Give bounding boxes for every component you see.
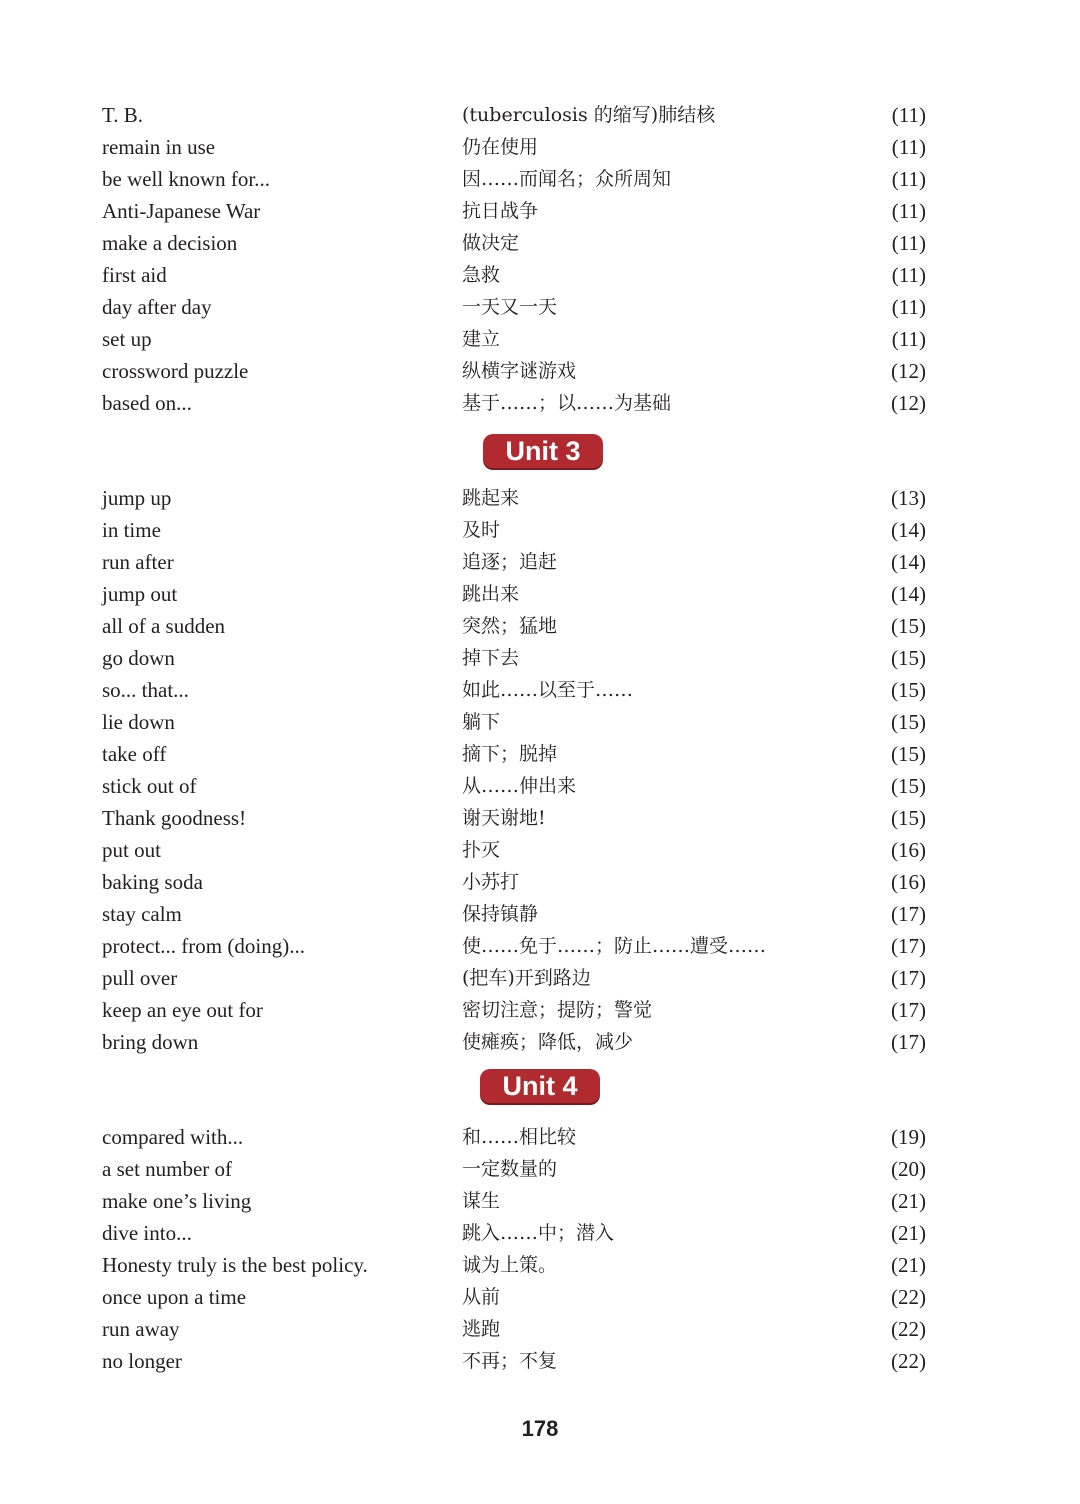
- glossary-entry: [0, 387, 1080, 419]
- glossary-entry: [0, 482, 1080, 514]
- entry-chinese: 追逐；追赶: [462, 551, 558, 573]
- entry-page-ref: (17): [891, 934, 926, 958]
- entry-page-ref: (11): [891, 103, 926, 127]
- entry-english: baking soda: [102, 870, 203, 894]
- glossary-entry: [0, 866, 1080, 898]
- entry-english: so... that...: [102, 678, 189, 702]
- entry-page-ref: (22): [891, 1285, 926, 1309]
- entry-page-ref: (11): [891, 327, 926, 351]
- entry-english: keep an eye out for: [102, 998, 263, 1022]
- entry-english: lie down: [102, 710, 175, 734]
- glossary-entry: [0, 546, 1080, 578]
- glossary-entry: [0, 1313, 1080, 1345]
- glossary-entry: [0, 994, 1080, 1026]
- entry-english: protect... from (doing)...: [102, 934, 305, 958]
- entry-chinese: 从前: [462, 1286, 501, 1308]
- entry-page-ref: (11): [891, 295, 926, 319]
- entry-page-ref: (14): [891, 550, 926, 574]
- glossary-entry: [0, 1121, 1080, 1153]
- entry-english: all of a sudden: [102, 614, 226, 638]
- entry-page-ref: (13): [891, 486, 926, 510]
- glossary-entry: [0, 291, 1080, 323]
- entry-chinese: 一定数量的: [462, 1158, 558, 1180]
- glossary-entry: [0, 834, 1080, 866]
- glossary-entry: [0, 1345, 1080, 1377]
- entry-page-ref: (15): [891, 614, 926, 638]
- glossary-entry: [0, 770, 1080, 802]
- entry-page-ref: (17): [891, 966, 926, 990]
- glossary-entry: [0, 323, 1080, 355]
- entry-page-ref: (11): [891, 167, 926, 191]
- glossary-entry: [0, 163, 1080, 195]
- entry-chinese: 基于……；以……为基础: [462, 392, 672, 414]
- entry-english: go down: [102, 646, 175, 670]
- glossary-entry: [0, 642, 1080, 674]
- entry-chinese: 逃跑: [462, 1318, 501, 1340]
- entry-english: based on...: [102, 391, 192, 415]
- entry-english: in time: [102, 518, 161, 542]
- entry-english: make a decision: [102, 231, 238, 255]
- entry-chinese: 纵横字谜游戏: [462, 360, 577, 382]
- glossary-entry: [0, 930, 1080, 962]
- entry-english: jump out: [102, 582, 178, 606]
- entry-english: first aid: [102, 263, 167, 287]
- entry-chinese: 跳入……中；潜入: [462, 1222, 615, 1244]
- glossary-entry: [0, 1026, 1080, 1058]
- entry-page-ref: (15): [891, 806, 926, 830]
- entry-english: day after day: [102, 295, 212, 319]
- entry-page-ref: (12): [891, 359, 926, 383]
- entry-chinese: 密切注意；提防；警觉: [462, 999, 653, 1021]
- entry-english: compared with...: [102, 1125, 244, 1149]
- entry-english: dive into...: [102, 1221, 192, 1245]
- glossary-entry: [0, 578, 1080, 610]
- unit-4-heading: Unit 4: [480, 1069, 600, 1103]
- entry-chinese: 急救: [462, 264, 501, 286]
- glossary-entry: [0, 227, 1080, 259]
- entry-chinese: 不再；不复: [462, 1350, 558, 1372]
- glossary-entry: [0, 1249, 1080, 1281]
- entry-english: jump up: [102, 486, 172, 510]
- entry-chinese: 从……伸出来: [462, 775, 577, 797]
- glossary-entry: [0, 355, 1080, 387]
- entry-english: once upon a time: [102, 1285, 247, 1309]
- entry-page-ref: (22): [891, 1349, 926, 1373]
- entry-page-ref: (15): [891, 742, 926, 766]
- entry-chinese: 躺下: [462, 711, 501, 733]
- glossary-entry: [0, 1153, 1080, 1185]
- entry-english: run after: [102, 550, 174, 574]
- entry-english: no longer: [102, 1349, 182, 1373]
- entry-english: pull over: [102, 966, 178, 990]
- entry-page-ref: (15): [891, 678, 926, 702]
- glossary-entry: [0, 738, 1080, 770]
- entry-english: be well known for...: [102, 167, 270, 191]
- entry-english: make one’s living: [102, 1189, 252, 1213]
- glossary-entry: [0, 674, 1080, 706]
- glossary-entry: [0, 195, 1080, 227]
- unit-3-heading: Unit 3: [483, 434, 603, 468]
- entry-page-ref: (21): [891, 1221, 926, 1245]
- entry-page-ref: (17): [891, 1030, 926, 1054]
- entry-page-ref: (11): [891, 263, 926, 287]
- entry-chinese: (把车)开到路边: [462, 967, 591, 989]
- entry-chinese: 突然；猛地: [462, 615, 558, 637]
- entry-english: stick out of: [102, 774, 197, 798]
- entry-english: stay calm: [102, 902, 182, 926]
- entry-chinese: 因……而闻名；众所周知: [462, 168, 672, 190]
- entry-chinese: 和……相比较: [462, 1126, 577, 1148]
- entry-chinese: 仍在使用: [462, 136, 539, 158]
- glossary-entry: [0, 99, 1080, 131]
- glossary-entry: [0, 1217, 1080, 1249]
- entry-chinese: 谋生: [462, 1190, 501, 1212]
- entry-page-ref: (11): [891, 135, 926, 159]
- entry-chinese: 摘下；脱掉: [462, 743, 558, 765]
- glossary-entry: [0, 898, 1080, 930]
- entry-page-ref: (20): [891, 1157, 926, 1181]
- entry-english: remain in use: [102, 135, 216, 159]
- page-number: 178: [521, 1416, 559, 1441]
- glossary-entry: [0, 962, 1080, 994]
- entry-chinese: 建立: [462, 328, 501, 350]
- entry-chinese: (tuberculosis 的缩写)肺结核: [462, 104, 716, 126]
- entry-chinese: 扑灭: [462, 839, 501, 861]
- entry-page-ref: (11): [891, 199, 926, 223]
- glossary-entry: [0, 131, 1080, 163]
- glossary-entry: [0, 259, 1080, 291]
- entry-page-ref: (14): [891, 518, 926, 542]
- entry-english: a set number of: [102, 1157, 233, 1181]
- entry-page-ref: (17): [891, 902, 926, 926]
- entry-page-ref: (11): [891, 231, 926, 255]
- entry-chinese: 小苏打: [462, 871, 520, 893]
- entry-chinese: 及时: [462, 519, 501, 541]
- entry-english: take off: [102, 742, 167, 766]
- entry-chinese: 如此……以至于……: [462, 679, 634, 701]
- entry-english: crossword puzzle: [102, 359, 249, 383]
- entry-chinese: 诚为上策。: [462, 1254, 558, 1276]
- entry-page-ref: (15): [891, 710, 926, 734]
- entry-english: bring down: [102, 1030, 199, 1054]
- entry-chinese: 谢天谢地!: [462, 807, 546, 829]
- entry-english: Honesty truly is the best policy.: [102, 1253, 368, 1277]
- glossary-entry: [0, 514, 1080, 546]
- entry-chinese: 使……免于……；防止……遭受……: [462, 935, 767, 957]
- entry-chinese: 使瘫痪；降低，减少: [462, 1031, 634, 1053]
- entry-page-ref: (21): [891, 1189, 926, 1213]
- entry-page-ref: (22): [891, 1317, 926, 1341]
- entry-english: Anti-Japanese War: [102, 199, 261, 223]
- entry-chinese: 保持镇静: [462, 903, 539, 925]
- glossary-entry: [0, 610, 1080, 642]
- entry-page-ref: (16): [891, 870, 926, 894]
- entry-page-ref: (12): [891, 391, 926, 415]
- entry-chinese: 抗日战争: [462, 200, 539, 222]
- entry-english: run away: [102, 1317, 180, 1341]
- entry-english: T. B.: [102, 103, 144, 127]
- glossary-entry: [0, 802, 1080, 834]
- entry-english: put out: [102, 838, 161, 862]
- glossary-entry: [0, 706, 1080, 738]
- entry-page-ref: (16): [891, 838, 926, 862]
- entry-chinese: 掉下去: [462, 647, 520, 669]
- entry-page-ref: (15): [891, 646, 926, 670]
- entry-chinese: 跳出来: [462, 583, 520, 605]
- glossary-entry: [0, 1185, 1080, 1217]
- entry-page-ref: (21): [891, 1253, 926, 1277]
- entry-chinese: 一天又一天: [462, 296, 558, 318]
- entry-page-ref: (14): [891, 582, 926, 606]
- entry-chinese: 做决定: [462, 232, 520, 254]
- glossary-entry: [0, 1281, 1080, 1313]
- entry-page-ref: (19): [891, 1125, 926, 1149]
- entry-page-ref: (15): [891, 774, 926, 798]
- entry-english: set up: [102, 327, 152, 351]
- entry-chinese: 跳起来: [462, 487, 520, 509]
- entry-english: Thank goodness!: [102, 806, 247, 830]
- entry-page-ref: (17): [891, 998, 926, 1022]
